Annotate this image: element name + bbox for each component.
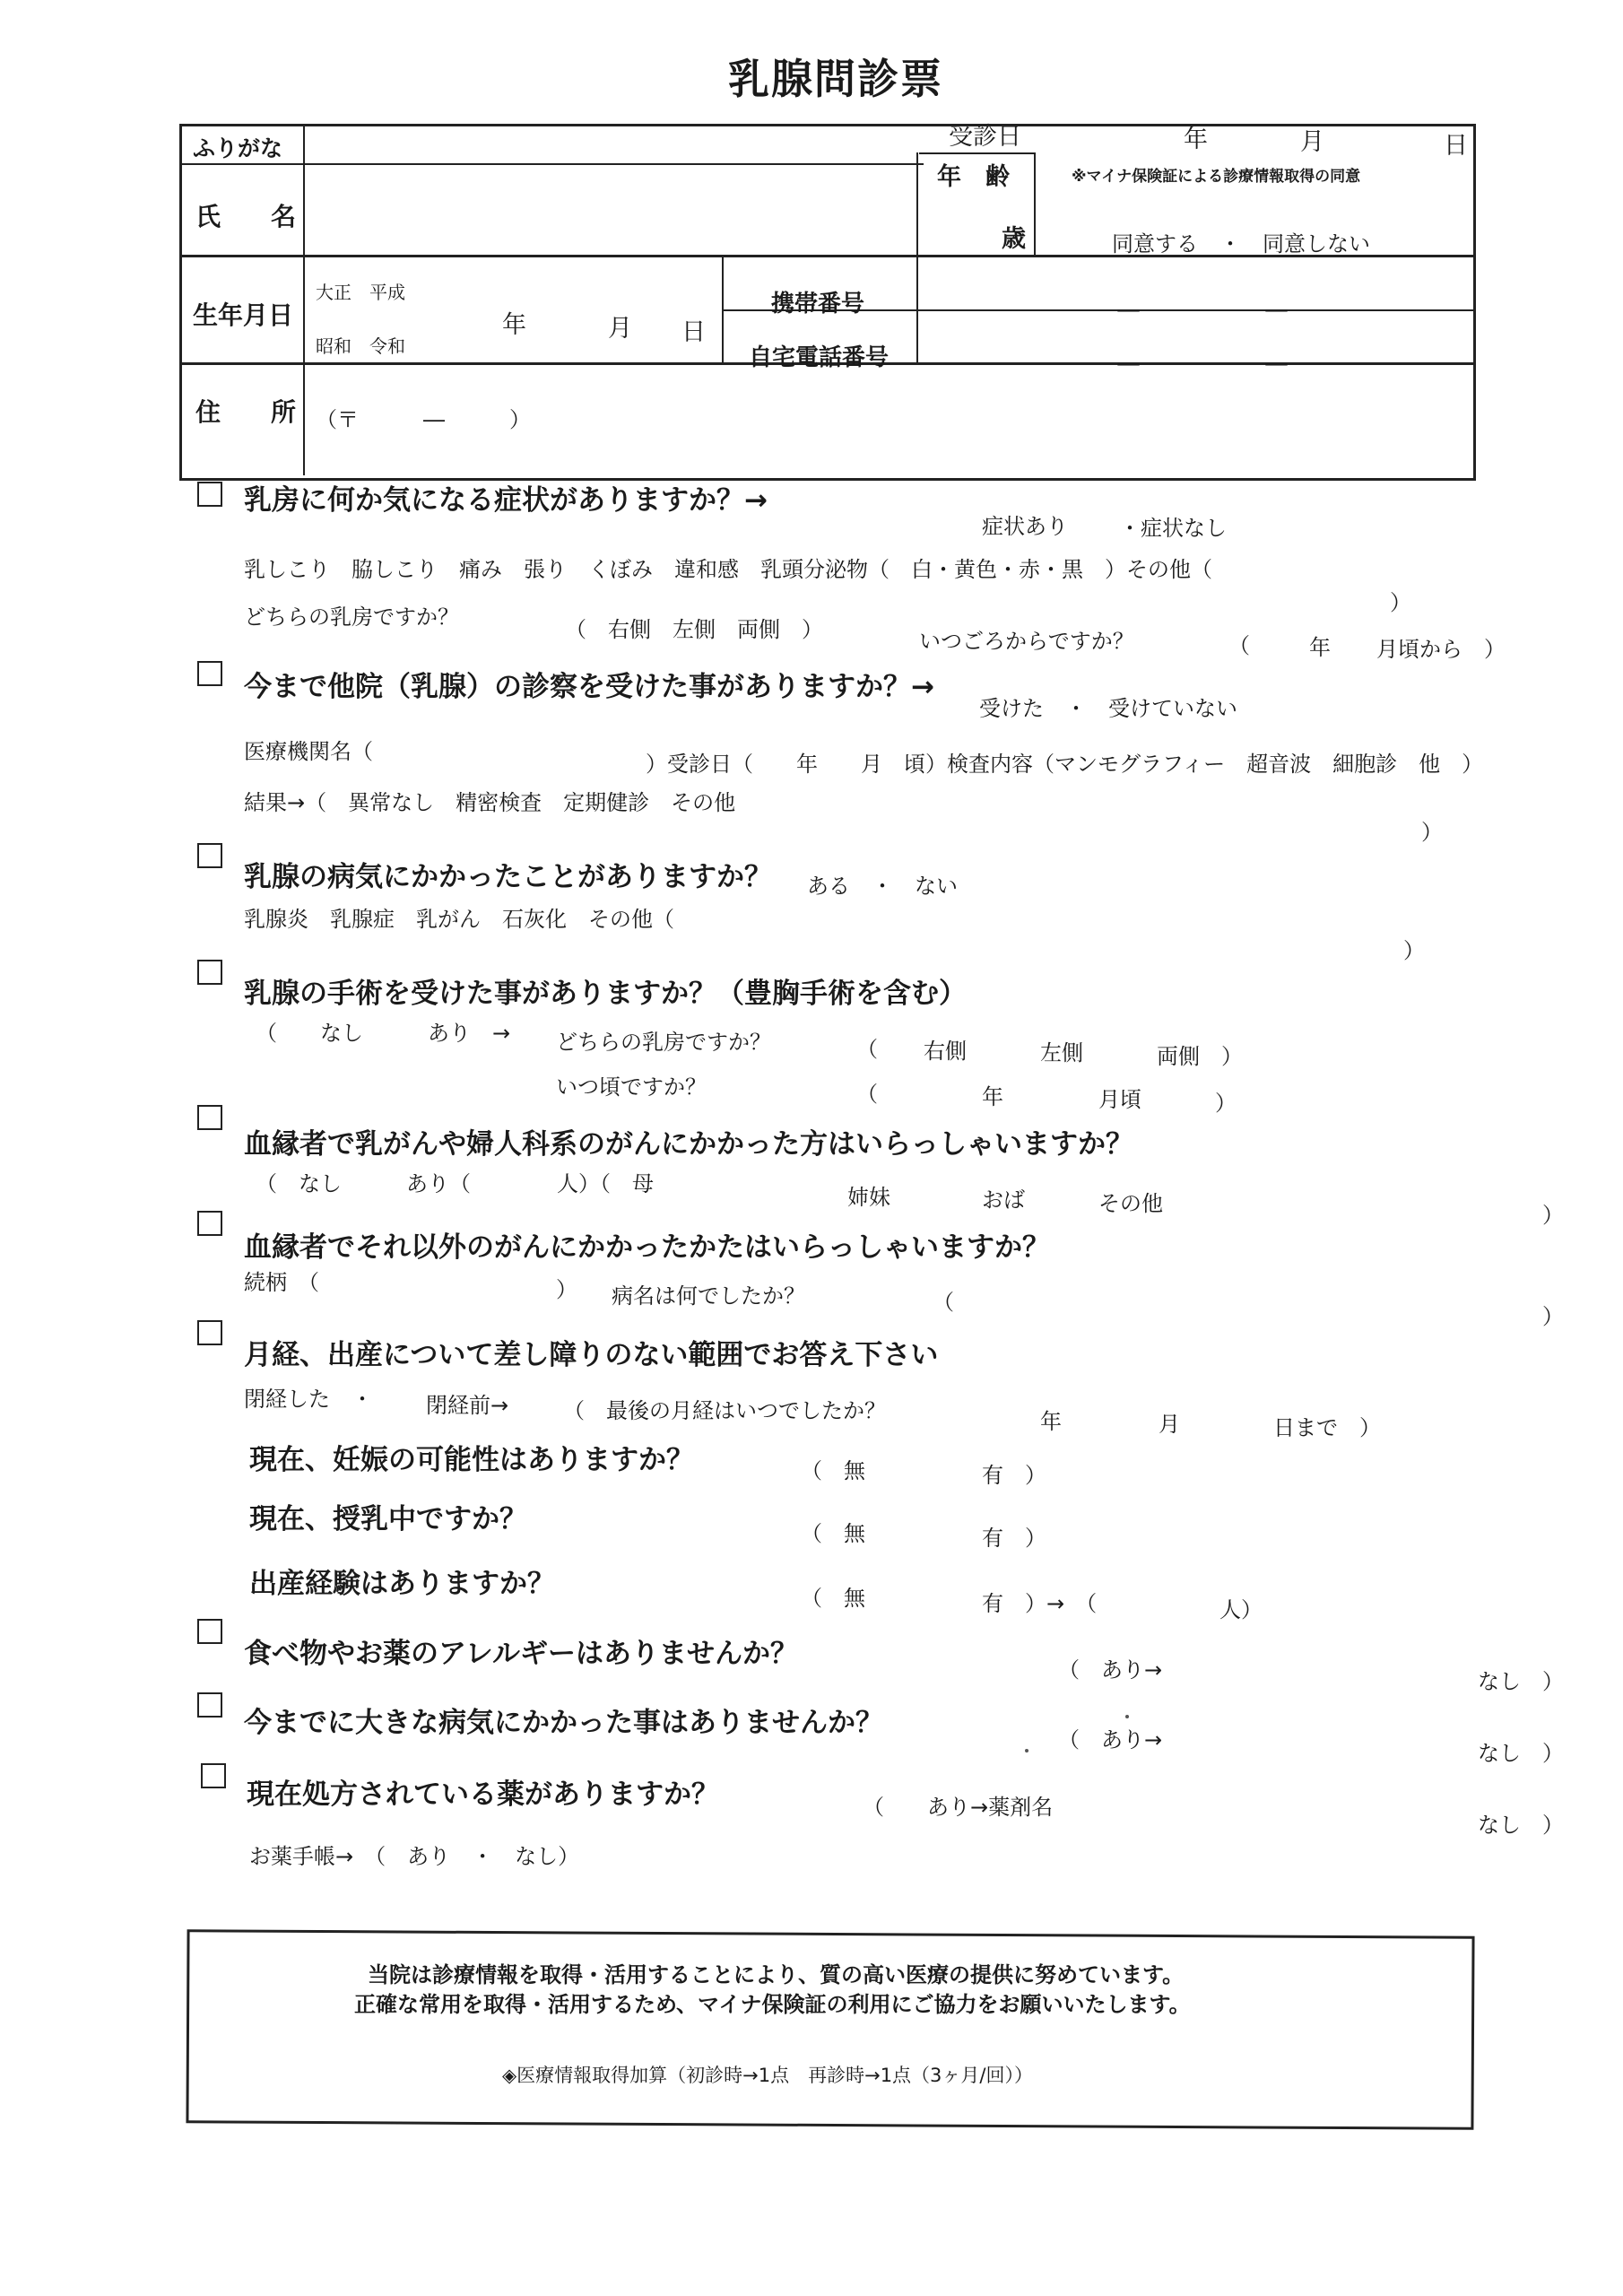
age-field[interactable] — [920, 188, 1031, 253]
q4-when-close: ） — [1215, 1091, 1237, 1116]
era-bottom-options[interactable]: 昭和 令和 — [316, 335, 405, 357]
q4-when-open: （ — [856, 1082, 878, 1107]
q7-birth-yes[interactable]: 有 ）→ （ — [982, 1591, 1098, 1616]
q4-side-open: （ — [856, 1037, 878, 1062]
row-divider — [919, 152, 1036, 154]
q6-disease-question: 病名は何でしたか？ — [612, 1283, 805, 1309]
visit-year-label: 年 — [1184, 126, 1208, 153]
q1-option-yes[interactable]: 症状あり — [982, 514, 1068, 539]
q7-pregnancy-question: 現在、妊娠の可能性はありますか？ — [249, 1444, 694, 1476]
q10-checkbox[interactable] — [201, 1763, 226, 1788]
scan-speck — [1125, 1715, 1129, 1718]
q5-close: ） — [1542, 1203, 1564, 1228]
q7-pregnancy-yes[interactable]: 有 ） — [982, 1463, 1046, 1488]
q4-side-left[interactable]: 左側 — [1040, 1040, 1083, 1065]
q2-question: 今まで他院（乳腺）の診察を受けた事がありますか？→ — [244, 671, 934, 703]
name-field[interactable] — [307, 167, 913, 253]
q3-question: 乳腺の病気にかかったことがありますか？ — [244, 861, 772, 893]
q7-birth-no[interactable]: （ 無 — [801, 1586, 865, 1611]
page-title: 乳腺問診票 — [728, 55, 943, 103]
postal-code: （〒 ― ） — [316, 407, 531, 432]
q8-option-no[interactable]: なし ） — [1478, 1669, 1564, 1694]
q6-disease-open[interactable]: （ — [933, 1290, 954, 1315]
mobile-field[interactable] — [920, 260, 1467, 307]
address-field[interactable] — [307, 368, 1467, 472]
consent-options[interactable]: 同意する ・ 同意しない — [1112, 231, 1370, 257]
q9-option-no[interactable]: なし ） — [1478, 1741, 1564, 1766]
name-label: 氏 名 — [195, 202, 297, 231]
q7-birth-question: 出産経験はありますか？ — [249, 1568, 555, 1600]
col-divider — [303, 124, 305, 475]
q5-question: 血縁者で乳がんや婦人科系のがんにかかった方はいらっしゃいますか？ — [244, 1128, 1133, 1161]
q7-lactation-question: 現在、授乳中ですか？ — [249, 1503, 527, 1535]
q7-checkbox[interactable] — [197, 1320, 222, 1345]
q10-option-yes[interactable]: （ あり→薬剤名 — [863, 1795, 1054, 1820]
q8-question: 食べ物やお薬のアレルギーはありませんか？ — [244, 1638, 798, 1670]
q1-symptom-list[interactable]: 乳しこり 脇しこり 痛み 張り くぼみ 違和感 乳頭分泌物（ 白・黄色・赤・黒 ）その他（ — [244, 557, 1212, 582]
col-divider — [722, 256, 724, 364]
q6-checkbox[interactable] — [197, 1211, 222, 1236]
q5-option-aunt[interactable]: おば — [982, 1187, 1025, 1213]
q8-checkbox[interactable] — [197, 1619, 222, 1644]
q7-pregnancy-no[interactable]: （ 無 — [801, 1458, 865, 1483]
q1-since-year: 年 — [1309, 635, 1331, 660]
q3-options[interactable]: ある ・ ない — [807, 874, 958, 899]
q4-question: 乳腺の手術を受けた事がありますか？（豊胸手術を含む） — [244, 978, 967, 1010]
q4-side-both[interactable]: 両側 ） — [1157, 1044, 1243, 1069]
q4-checkbox[interactable] — [197, 960, 222, 985]
q1-since-question: いつごろからですか？ — [919, 629, 1134, 654]
myna-consent-note: ※マイナ保険証による診療情報取得の同意 — [1072, 168, 1361, 186]
q2-result-close: ） — [1421, 820, 1443, 845]
notice-line-3: ◈医療情報取得加算（初診時→1点 再診時→1点（3ヶ月/回）） — [502, 2065, 1033, 2086]
q6-question: 血縁者でそれ以外のがんにかかったかたはいらっしゃいますか？ — [244, 1231, 1050, 1264]
q2-result[interactable]: 結果→（ 異常なし 精密検査 定期健診 その他 — [244, 790, 736, 815]
q5-option-sisters[interactable]: 姉妹 — [847, 1185, 890, 1210]
q10-option-no[interactable]: なし ） — [1478, 1813, 1564, 1838]
visit-month-label: 月 — [1300, 128, 1324, 156]
q5-checkbox[interactable] — [197, 1105, 222, 1130]
q7-last-day: 日まで ） — [1273, 1415, 1381, 1440]
visit-date-label: 受診日 — [949, 123, 1021, 151]
birth-month-label: 月 — [608, 315, 632, 343]
age-unit: 歳 — [1002, 225, 1026, 253]
furigana-label: ふりがな — [193, 135, 283, 161]
q1-since-month: 月頃から ） — [1376, 637, 1506, 662]
q10-question: 現在処方されている薬がありますか？ — [247, 1779, 719, 1811]
q4-when-month: 月頃 — [1098, 1087, 1141, 1112]
q4-side-question: どちらの乳房ですか？ — [556, 1030, 771, 1055]
q2-institution: 医療機関名（ — [244, 739, 373, 764]
furigana-field[interactable] — [307, 127, 913, 161]
q2-checkbox[interactable] — [197, 661, 222, 686]
col-divider — [916, 256, 918, 364]
q7-menopause-after[interactable]: 閉経した ・ — [244, 1387, 373, 1412]
q3-checkbox[interactable] — [197, 843, 222, 868]
col-divider — [1034, 152, 1036, 257]
q2-visit-details[interactable]: ）受診日（ 年 月 頃）検査内容（マンモグラフィー 超音波 細胞診 他 ） — [646, 752, 1484, 777]
scan-speck — [1025, 1749, 1028, 1752]
home-phone-field[interactable] — [920, 314, 1467, 361]
q7-last-month: 月 — [1159, 1412, 1180, 1437]
q9-checkbox[interactable] — [197, 1692, 222, 1718]
q5-option-other[interactable]: その他 — [1098, 1191, 1163, 1216]
age-label: 年 齢 — [937, 163, 1010, 191]
q1-side-question: どちらの乳房ですか？ — [244, 604, 459, 630]
q1-checkbox[interactable] — [197, 482, 222, 507]
q1-question: 乳房に何か気になる症状がありますか？→ — [244, 484, 768, 517]
q7-lactation-no[interactable]: （ 無 — [801, 1521, 865, 1546]
birth-day-label: 日 — [681, 318, 706, 346]
col-divider — [916, 152, 918, 257]
q7-last-year: 年 — [1040, 1409, 1062, 1434]
q7-menopause-before[interactable]: 閉経前→ — [426, 1393, 509, 1418]
visit-day-label: 日 — [1444, 132, 1468, 160]
row-divider — [179, 163, 924, 165]
q4-when-question: いつ頃ですか？ — [556, 1074, 707, 1100]
birthdate-label: 生年月日 — [193, 300, 294, 330]
q3-disease-list[interactable]: 乳腺炎 乳腺症 乳がん 石灰化 その他（ — [244, 907, 674, 932]
q4-side-right[interactable]: 右側 — [924, 1039, 967, 1064]
q4-options[interactable]: （ なし あり → — [256, 1021, 511, 1046]
q6-relation-close: ） — [556, 1277, 577, 1302]
mobile-dash-1: — — [1116, 296, 1141, 324]
q6-relation[interactable]: 続柄 （ — [244, 1270, 319, 1295]
q6-close: ） — [1542, 1304, 1564, 1329]
notice-line-1: 当院は診療情報を取得・活用することにより、質の高い医療の提供に努めています。 — [368, 1962, 1185, 1987]
q1-option-no[interactable]: ・症状なし — [1119, 516, 1227, 541]
mobile-label: 携帯番号 — [771, 291, 865, 317]
q7-question: 月経、出産について差し障りのない範囲でお答え下さい — [244, 1339, 939, 1371]
home-dash-2: — — [1264, 350, 1289, 378]
q7-last-period-question: （ 最後の月経はいつでしたか？ — [563, 1398, 886, 1423]
q1-since-open: （ — [1228, 633, 1250, 658]
medicine-notebook[interactable]: お薬手帳→ （ あり ・ なし） — [249, 1844, 580, 1869]
birth-year-label: 年 — [502, 311, 526, 339]
q5-count-line[interactable]: （ なし あり（ 人）（ 母 — [256, 1171, 654, 1196]
address-label: 住 所 — [195, 397, 297, 427]
q7-birth-people: 人） — [1219, 1597, 1263, 1622]
mobile-dash-2: — — [1264, 296, 1289, 324]
q7-lactation-yes[interactable]: 有 ） — [982, 1526, 1046, 1551]
q3-close: ） — [1403, 938, 1425, 963]
q1-symptom-other-close: ） — [1390, 590, 1411, 615]
q9-question: 今までに大きな病気にかかった事はありませんか？ — [244, 1707, 883, 1739]
q2-options[interactable]: 受けた ・ 受けていない — [979, 696, 1237, 721]
q8-option-yes[interactable]: （ あり→ — [1058, 1657, 1163, 1683]
q9-option-yes[interactable]: （ あり→ — [1058, 1727, 1163, 1752]
q1-side-options[interactable]: （ 右側 左側 両側 ） — [565, 617, 823, 642]
q4-when-year: 年 — [982, 1084, 1003, 1109]
home-dash-1: — — [1116, 350, 1141, 378]
notice-line-2: 正確な常用を取得・活用するため、マイナ保険証の利用にご協力をお願いいたします。 — [354, 1992, 1191, 2017]
home-phone-label: 自宅電話番号 — [749, 344, 890, 371]
era-top-options[interactable]: 大正 平成 — [316, 282, 405, 303]
